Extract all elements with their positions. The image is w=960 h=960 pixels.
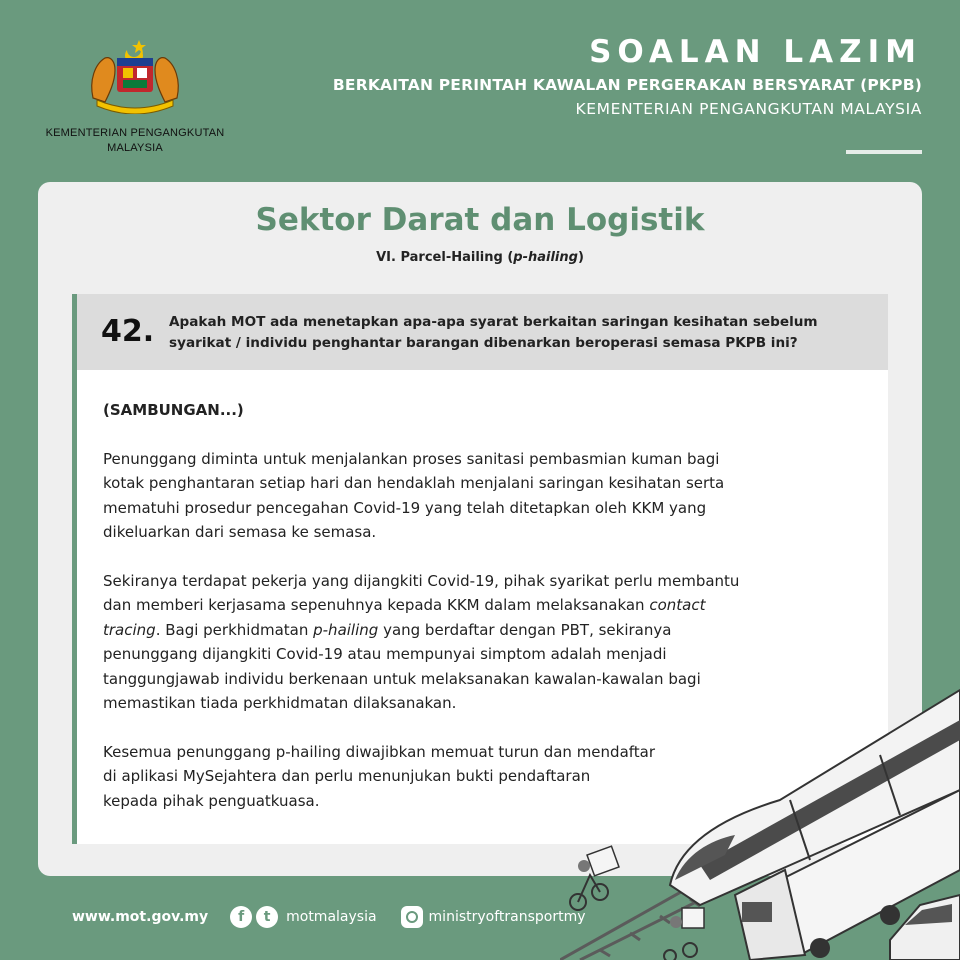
answer-text-segment: yang berdaftar dengan PBT, sekiranya bbox=[378, 620, 672, 639]
instagram-icon[interactable] bbox=[401, 906, 423, 928]
header-divider bbox=[846, 150, 922, 154]
answer-text-segment: . Bagi perkhidmatan bbox=[155, 620, 314, 639]
answer-italic-segment: p-hailing bbox=[313, 620, 379, 639]
page-subtitle: BERKAITAN PERINTAH KAWALAN PERGERAKAN BERSYARAT (PKPB) bbox=[332, 76, 922, 94]
answer-line: Kesemua penunggang p-hailing diwajibkan memuat turun dan mendaftar bbox=[103, 742, 656, 761]
answer-line: Penunggang diminta untuk menjalankan proses sanitasi pembasmian kuman bagi bbox=[103, 449, 720, 468]
coat-of-arms-icon bbox=[83, 36, 187, 114]
answer-line bbox=[103, 618, 863, 643]
transport-illustration bbox=[560, 670, 960, 960]
section-subtitle-italic: p-hailing bbox=[513, 250, 578, 265]
question-line: syarikat / individu penghantar barangan dibenarkan beroperasi semasa PKPB ini? bbox=[169, 335, 798, 351]
section-title: Sektor Darat dan Logistik bbox=[255, 202, 705, 238]
answer-line: tanggungjawab individu berkenaan untuk melaksanakan kawalan-kawalan bagi bbox=[103, 669, 701, 688]
ministry-logo bbox=[30, 36, 240, 156]
continuation-label: (SAMBUNGAN...) bbox=[103, 401, 244, 419]
page-header bbox=[333, 34, 922, 118]
section-subtitle-suffix: ) bbox=[577, 250, 584, 265]
car-icon bbox=[890, 895, 960, 960]
ministry-label: KEMENTERIAN PENGANGKUTAN MALAYSIA bbox=[575, 100, 922, 118]
ministry-name-line2: MALAYSIA bbox=[107, 142, 163, 154]
facebook-icon[interactable]: f bbox=[230, 906, 252, 928]
answer-line: memastikan tiada perkhidmatan dilaksanakan. bbox=[103, 694, 457, 712]
answer-line: kepada pihak penguatkuasa. bbox=[103, 791, 320, 810]
question-line: Apakah MOT ada menetapkan apa-apa syarat berkaitan saringan kesihatan sebelum bbox=[169, 314, 818, 330]
answer-paragraph-1 bbox=[103, 447, 863, 545]
question-box bbox=[72, 294, 888, 370]
answer-italic-segment: contact bbox=[649, 596, 706, 614]
answer-line: dikeluarkan dari semasa ke semasa. bbox=[103, 523, 377, 541]
ministry-name-line1: KEMENTERIAN PENGANGKUTAN bbox=[45, 127, 225, 139]
question-number: 42. bbox=[101, 314, 155, 349]
section-subtitle-prefix: VI. Parcel-Hailing ( bbox=[376, 250, 514, 265]
answer-line: di aplikasi MySejahtera dan perlu menunjukan bukti pendaftaran bbox=[103, 767, 591, 785]
motorcycle-icon bbox=[570, 846, 619, 910]
section-subtitle bbox=[38, 250, 922, 265]
answer-italic-segment: tracing bbox=[103, 620, 156, 639]
twitter-icon[interactable]: t bbox=[256, 906, 278, 928]
question-text bbox=[169, 312, 869, 354]
page-title: SOALAN LAZIM bbox=[589, 34, 922, 70]
answer-line: Sekiranya terdapat pekerja yang dijangkiti Covid-19, pihak syarikat perlu membantu bbox=[103, 571, 740, 590]
answer-text-segment: dan memberi kerjasama sepenuhnya kepada KKM dalam melaksanakan bbox=[103, 596, 650, 614]
answer-line bbox=[103, 593, 863, 618]
website-link[interactable]: www.mot.gov.my bbox=[72, 909, 209, 925]
answer-line: penunggang dijangkiti Covid-19 atau mempunyai simptom adalah menjadi bbox=[103, 645, 667, 663]
footer bbox=[72, 906, 586, 928]
social-handle[interactable]: motmalaysia bbox=[286, 909, 377, 925]
answer-line: kotak penghantaran setiap hari dan hendaklah menjalani saringan kesihatan serta bbox=[103, 474, 725, 492]
instagram-handle[interactable]: ministryoftransportmy bbox=[428, 909, 586, 925]
answer-line: mematuhi prosedur pencegahan Covid-19 yang telah ditetapkan oleh KKM yang bbox=[103, 498, 707, 517]
ministry-name bbox=[30, 126, 240, 156]
